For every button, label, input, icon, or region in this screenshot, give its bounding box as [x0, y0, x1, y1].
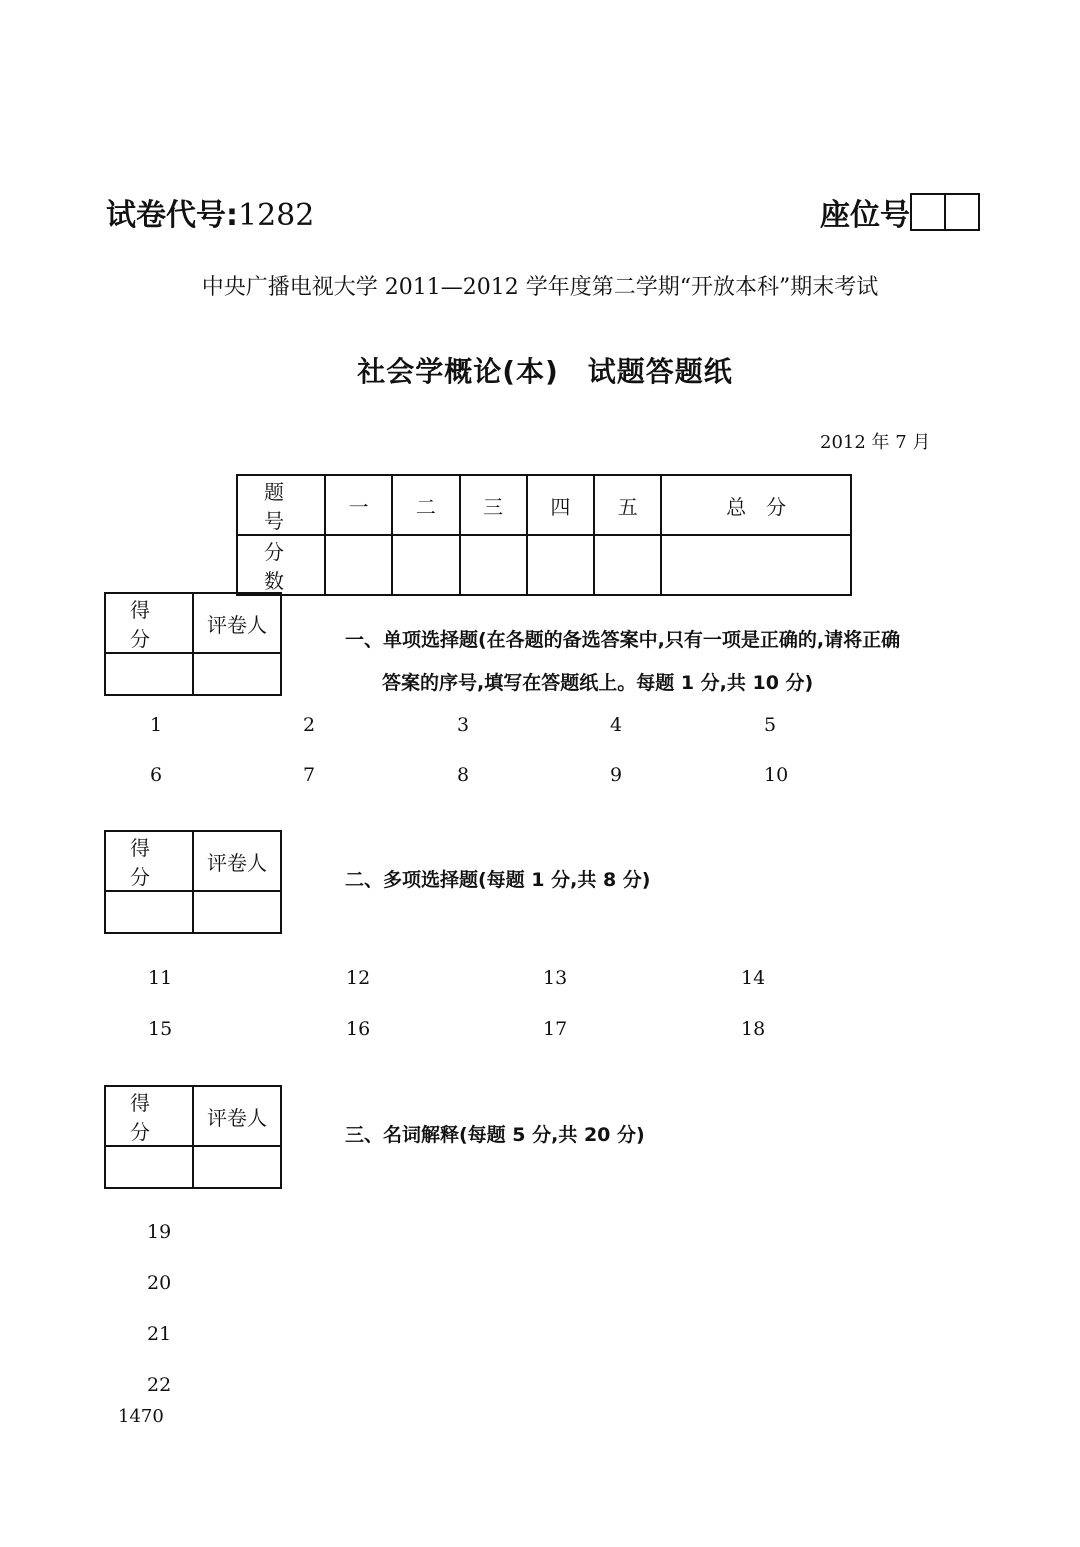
question-number: 9: [610, 764, 623, 786]
seat-number: [820, 190, 980, 234]
score-entry-cell[interactable]: [392, 535, 459, 595]
score-entry-cell[interactable]: [105, 653, 193, 695]
question-number: 6: [150, 764, 163, 786]
score-table: [236, 474, 852, 596]
grader-box: [104, 830, 282, 934]
paper-code-label: 试卷代号:: [106, 198, 238, 233]
question-number: 16: [346, 1018, 371, 1040]
grader-box: [104, 1085, 282, 1189]
exam-title: 社会学概论(本) 试题答题纸: [357, 355, 733, 388]
score-table-header-row: [237, 475, 851, 535]
question-number: 20: [147, 1272, 172, 1294]
score-entry-cell[interactable]: [661, 535, 851, 595]
seat-label: 座位号: [820, 198, 910, 233]
question-number: 7: [303, 764, 316, 786]
score-entry-cell[interactable]: [594, 535, 661, 595]
paper-code-value: 1282: [238, 198, 315, 233]
score-table-score-row: [237, 535, 851, 595]
question-number: 19: [147, 1221, 172, 1243]
question-number: 12: [346, 967, 371, 989]
score-entry-cell[interactable]: [527, 535, 594, 595]
grader-label: 评卷人: [193, 831, 281, 891]
score-table-cell: 三: [460, 475, 527, 535]
question-number: 17: [543, 1018, 568, 1040]
question-number: 18: [741, 1018, 766, 1040]
section-1-subtitle: 答案的序号,填写在答题纸上。每题 1 分,共 10 分): [382, 672, 814, 694]
question-number: 4: [610, 714, 623, 736]
question-number: 3: [457, 714, 470, 736]
section-3-title: 三、名词解释(每题 5 分,共 20 分): [345, 1124, 645, 1146]
grader-entry-cell[interactable]: [193, 1146, 281, 1188]
section-2-title: 二、多项选择题(每题 1 分,共 8 分): [345, 869, 651, 891]
score-entry-cell[interactable]: [105, 1146, 193, 1188]
question-number: 11: [148, 967, 173, 989]
question-number: 14: [741, 967, 766, 989]
score-entry-cell[interactable]: [325, 535, 392, 595]
grader-entry-cell[interactable]: [193, 653, 281, 695]
score-entry-cell[interactable]: [105, 891, 193, 933]
grader-label: 评卷人: [193, 1086, 281, 1146]
seat-box-1[interactable]: [910, 193, 946, 231]
score-label: 得 分: [105, 1086, 193, 1146]
grader-entry-cell[interactable]: [193, 891, 281, 933]
score-label: 得 分: [105, 831, 193, 891]
score-entry-cell[interactable]: [460, 535, 527, 595]
question-number: 5: [764, 714, 777, 736]
score-table-cell: 五: [594, 475, 661, 535]
question-number: 15: [148, 1018, 173, 1040]
score-label: 得 分: [105, 593, 193, 653]
page-number: 1470: [118, 1406, 164, 1427]
question-number: 13: [543, 967, 568, 989]
question-number: 1: [150, 714, 163, 736]
question-number: 22: [147, 1374, 172, 1396]
question-number: 2: [303, 714, 316, 736]
question-number: 21: [147, 1323, 172, 1345]
score-table-cell: 二: [392, 475, 459, 535]
question-number: 10: [764, 764, 789, 786]
score-table-cell: 题 号: [237, 475, 325, 535]
grader-box: [104, 592, 282, 696]
score-table-cell: 分 数: [237, 535, 325, 595]
exam-header: 中央广播电视大学 2011—2012 学年度第二学期“开放本科”期末考试: [201, 275, 879, 300]
exam-date: 2012 年 7 月: [820, 432, 931, 453]
question-number: 8: [457, 764, 470, 786]
score-table-cell: 总 分: [661, 475, 851, 535]
grader-label: 评卷人: [193, 593, 281, 653]
score-table-cell: 一: [325, 475, 392, 535]
seat-boxes[interactable]: [912, 193, 980, 231]
section-1-title: 一、单项选择题(在各题的备选答案中,只有一项是正确的,请将正确: [345, 629, 901, 651]
paper-code: [106, 190, 314, 234]
score-table-cell: 四: [527, 475, 594, 535]
seat-box-2[interactable]: [944, 193, 980, 231]
